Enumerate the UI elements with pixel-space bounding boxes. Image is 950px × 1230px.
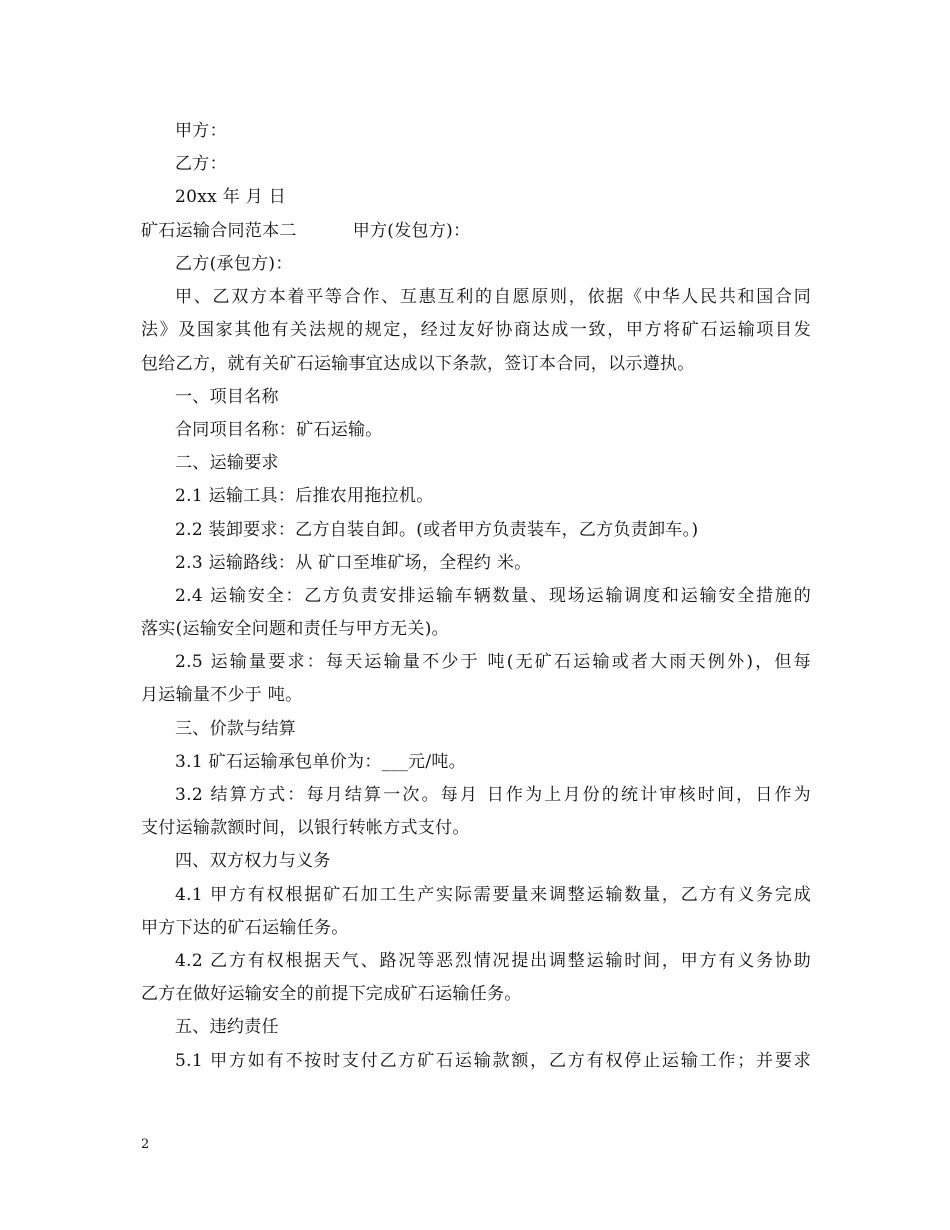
paragraph-line: 4.1 甲方有权根据矿石加工生产实际需要量来调整运输数量，乙方有义务完成 [175,885,811,905]
paragraph-line: 2.2 装卸要求：乙方自装自卸。(或者甲方负责装车，乙方负责卸车。) [175,520,699,540]
party-a-contractor: 甲方(发包方)： [352,221,471,241]
paragraph-line: 落实(运输安全问题和责任与甲方无关)。 [141,619,449,639]
date-line: 20xx 年 月 日 [175,187,287,207]
paragraph-line: 包给乙方，就有关矿石运输事宜达成以下条款，签订本合同，以示遵执。 [141,354,695,374]
paragraph-line: 法》及国家其他有关法规的规定，经过友好协商达成一致，甲方将矿石运输项目发 [141,320,811,340]
paragraph-line: 3.2 结算方式：每月结算一次。每月 日作为上月份的统计审核时间，日作为 [175,785,811,805]
section-heading: 四、双方权力与义务 [175,851,331,871]
paragraph-line: 3.1 矿石运输承包单价为：___元/吨。 [175,752,466,772]
paragraph-line: 2.4 运输安全：乙方负责安排运输车辆数量、现场运输调度和运输安全措施的 [175,586,811,606]
paragraph-line: 2.5 运输量要求：每天运输量不少于 吨(无矿石运输或者大雨天例外)，但每 [175,652,811,672]
section-heading: 三、价款与结算 [175,719,297,739]
paragraph-line: 合同项目名称：矿石运输。 [175,420,383,440]
paragraph-line: 乙方在做好运输安全的前提下完成矿石运输任务。 [141,984,522,1004]
contract-title: 矿石运输合同范本二 [141,221,297,241]
paragraph-line: 5.1 甲方如有不按时支付乙方矿石运输款额，乙方有权停止运输工作；并要求 [175,1051,811,1071]
contract-title-line [141,220,811,242]
section-heading: 二、运输要求 [175,453,279,473]
paragraph-line: 甲方下达的矿石运输任务。 [141,918,349,938]
paragraph-line: 甲、乙双方本着平等合作、互惠互利的自愿原则，依据《中华人民共和国合同 [175,287,811,307]
section-heading: 一、项目名称 [175,387,279,407]
party-a-line: 甲方： [175,121,227,141]
section-heading: 五、违约责任 [175,1017,279,1037]
paragraph-line: 月运输量不少于 吨。 [141,685,303,705]
page-number: 2 [141,1137,150,1152]
party-b-contractor: 乙方(承包方)： [175,254,293,274]
paragraph-line: 4.2 乙方有权根据天气、路况等恶烈情况提出调整运输时间，甲方有义务协助 [175,951,811,971]
paragraph-line: 2.3 运输路线：从 矿口至堆矿场，全程约 米。 [175,553,532,573]
paragraph-line: 2.1 运输工具：后推农用拖拉机。 [175,486,434,506]
paragraph-line: 支付运输款额时间，以银行转帐方式支付。 [141,818,470,838]
party-b-line: 乙方： [175,154,227,174]
